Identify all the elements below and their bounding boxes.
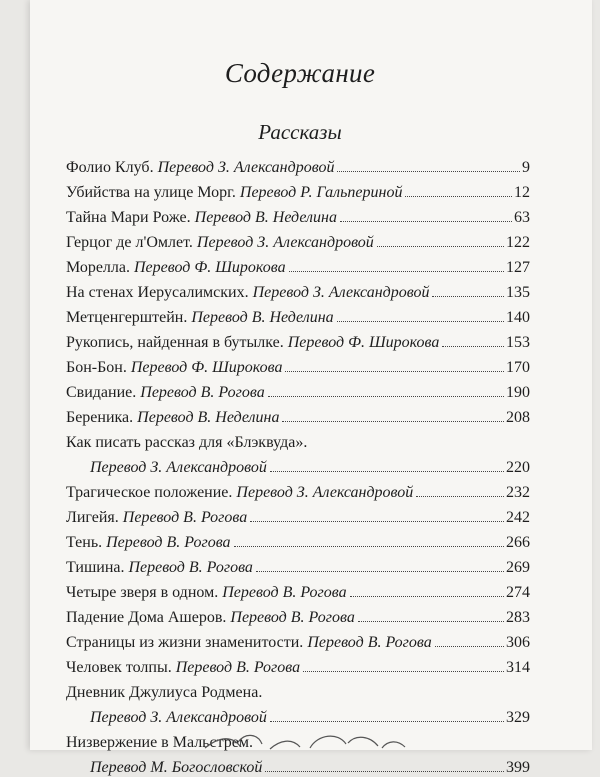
entry-translator: Перевод З. Александровой (157, 159, 335, 176)
entry-translator: Перевод В. Неделина (137, 409, 280, 426)
toc-entry (66, 605, 530, 627)
toc-entry (66, 555, 530, 577)
toc-entry (66, 630, 530, 652)
toc-entry (66, 405, 530, 427)
page-number: 306 (506, 634, 530, 651)
entry-title: Бон-Бон. (66, 359, 127, 376)
entry-translator: Перевод В. Рогова (140, 384, 265, 401)
dot-leader (337, 321, 504, 322)
dot-leader (285, 371, 504, 372)
entry-translator: Перевод Ф. Широкова (130, 359, 283, 376)
entry-translator: Перевод В. Рогова (175, 659, 301, 676)
toc-entry (66, 655, 530, 677)
entry-translator: Перевод В. Рогова (122, 509, 248, 526)
entry-translator: Перевод В. Неделина (194, 209, 337, 226)
entry-title: Трагическое положение. (66, 484, 233, 501)
page-number: 242 (506, 509, 530, 526)
entry-translator: Перевод М. Богословской (90, 759, 263, 776)
page-number: 63 (514, 209, 530, 226)
entry-title: Свидание. (66, 384, 137, 401)
toc-entry-continuation (66, 455, 530, 477)
dot-leader (358, 621, 504, 622)
page-number: 12 (514, 184, 530, 201)
entry-translator: Перевод В. Рогова (230, 609, 355, 626)
toc-entry-continuation (66, 755, 530, 777)
toc-entry (66, 255, 530, 277)
entry-translator: Перевод Ф. Широкова (287, 334, 440, 351)
dot-leader (337, 171, 520, 172)
entry-title: Метценгерштейн. (66, 309, 188, 326)
section-heading: Рассказы (258, 120, 342, 144)
decorative-sketch (200, 728, 410, 750)
entry-translator: Перевод Р. Гальпериной (239, 184, 403, 201)
toc-entry-continuation (66, 705, 530, 727)
toc-entry (66, 155, 530, 177)
dot-leader (268, 396, 504, 397)
entry-translator: Перевод З. Александровой (236, 484, 414, 501)
toc-entry (66, 330, 530, 352)
dot-leader (234, 546, 504, 547)
page-number: 329 (506, 709, 530, 726)
entry-translator: Перевод З. Александровой (196, 234, 374, 251)
toc-entry (66, 430, 530, 452)
dot-leader (416, 496, 504, 497)
entry-title: Рукопись, найденная в бутылке. (66, 334, 284, 351)
entry-title: Четыре зверя в одном. (66, 584, 219, 601)
toc-entry (66, 305, 530, 327)
dot-leader (377, 246, 504, 247)
page-number: 127 (506, 259, 530, 276)
entry-title: На стенах Иерусалимских. (66, 284, 249, 301)
entry-translator: Перевод В. Рогова (307, 634, 432, 651)
toc-entry (66, 480, 530, 502)
page-number: 283 (506, 609, 530, 626)
entry-title: Убийства на улице Морг. (66, 184, 236, 201)
page-number: 266 (506, 534, 530, 551)
entry-title: Береника. (66, 409, 134, 426)
page-number: 153 (506, 334, 530, 351)
entry-title: Лигейя. (66, 509, 119, 526)
dot-leader (250, 521, 504, 522)
entry-title: Человек толпы. (66, 659, 172, 676)
page-number: 274 (506, 584, 530, 601)
page-number: 232 (506, 484, 530, 501)
page-number: 122 (506, 234, 530, 251)
toc-entry (66, 280, 530, 302)
entry-title: Страницы из жизни знаменитости. (66, 634, 304, 651)
page-number: 399 (506, 759, 530, 776)
entry-translator: Перевод В. Неделина (191, 309, 334, 326)
entry-translator: Перевод В. Рогова (222, 584, 347, 601)
entry-title: Фолио Клуб. (66, 159, 154, 176)
dot-leader (265, 771, 504, 772)
entry-translator: Перевод Ф. Широкова (134, 259, 286, 276)
entry-title: Дневник Джулиуса Родмена. (66, 684, 263, 701)
toc-entry (66, 580, 530, 602)
entry-translator: Перевод В. Рогова (106, 534, 231, 551)
page-number: 135 (506, 284, 530, 301)
dot-leader (442, 346, 504, 347)
entry-translator: Перевод В. Рогова (128, 559, 253, 576)
entry-title: Тень. (66, 534, 103, 551)
page-number: 190 (506, 384, 530, 401)
entry-title: Тайна Мари Роже. (66, 209, 191, 226)
dot-leader (256, 571, 504, 572)
dot-leader (435, 646, 504, 647)
dot-leader (405, 196, 512, 197)
dot-leader (350, 596, 504, 597)
entry-title: Низвержение в Мальстрем. (66, 734, 253, 751)
page-number: 9 (522, 159, 530, 176)
entry-title: Морелла. (66, 259, 130, 276)
toc-entry (66, 380, 530, 402)
page-number: 269 (506, 559, 530, 576)
toc-entry (66, 680, 530, 702)
entry-translator: Перевод З. Александровой (252, 284, 430, 301)
toc-entry (66, 205, 530, 227)
page-number: 314 (506, 659, 530, 676)
toc-entry (66, 230, 530, 252)
dot-leader (432, 296, 504, 297)
entry-title: Как писать рассказ для «Блэквуда». (66, 434, 308, 451)
dot-leader (282, 421, 504, 422)
dot-leader (289, 271, 504, 272)
toc-entry (66, 505, 530, 527)
entry-title: Тишина. (66, 559, 125, 576)
page-number: 140 (506, 309, 530, 326)
entry-title: Падение Дома Ашеров. (66, 609, 227, 626)
entry-title: Герцог де л'Омлет. (66, 234, 193, 251)
table-of-contents (66, 155, 530, 777)
dot-leader (340, 221, 512, 222)
entry-translator: Перевод З. Александровой (90, 709, 267, 726)
dot-leader (270, 471, 504, 472)
page-number: 170 (506, 359, 530, 376)
toc-entry (66, 355, 530, 377)
dot-leader (303, 671, 504, 672)
toc-entry (66, 530, 530, 552)
entry-translator: Перевод З. Александровой (90, 459, 267, 476)
page-number: 208 (506, 409, 530, 426)
page-title: Содержание (224, 58, 376, 88)
dot-leader (270, 721, 504, 722)
toc-entry (66, 180, 530, 202)
page-number: 220 (506, 459, 530, 476)
